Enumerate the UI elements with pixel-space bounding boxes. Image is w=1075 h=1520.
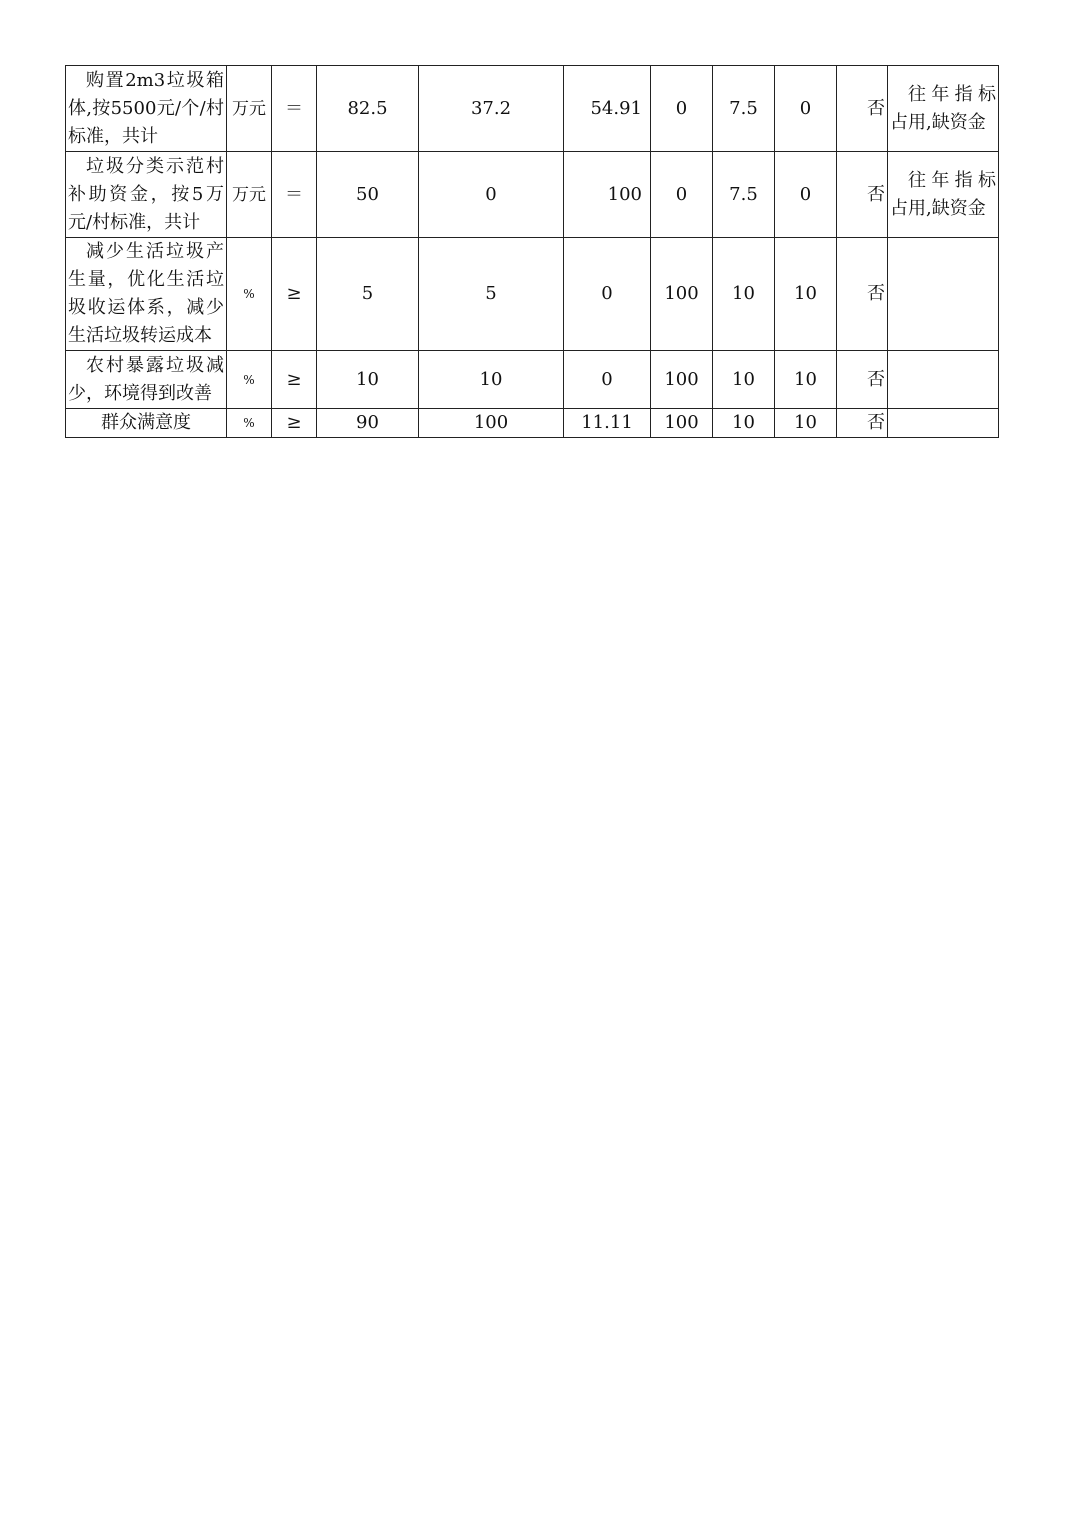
performance-indicator-table [65,65,999,438]
remark-cell [888,238,999,351]
score-value: 0 [775,66,837,152]
weight-value: 10 [713,409,775,438]
indicator-description: 群众满意度 [66,409,227,438]
score-value: 10 [775,409,837,438]
unit-cell: 万元 [227,152,272,238]
table-row [66,351,999,409]
score-percent: 100 [651,351,713,409]
deviation-value: 0 [564,238,651,351]
operator-cell: ＝ [272,152,317,238]
target-value: 10 [317,351,419,409]
flag-cell: 否 [837,351,888,409]
weight-value: 7.5 [713,66,775,152]
score-percent: 0 [651,66,713,152]
weight-value: 10 [713,351,775,409]
target-value: 82.5 [317,66,419,152]
table-row [66,152,999,238]
indicator-description: 垃圾分类示范村补助资金，按5万元/村标准，共计 [66,152,227,238]
indicator-description: 购置2m3垃圾箱体,按5500元/个/村标准，共计 [66,66,227,152]
unit-cell: 万元 [227,66,272,152]
deviation-value: 54.91 [564,66,651,152]
actual-value: 0 [419,152,564,238]
weight-value: 7.5 [713,152,775,238]
indicator-description: 农村暴露垃圾减少，环境得到改善 [66,351,227,409]
remark-cell: 往年指标占用,缺资金 [888,66,999,152]
score-value: 0 [775,152,837,238]
remark-cell [888,351,999,409]
table-row [66,238,999,351]
remark-cell: 往年指标占用,缺资金 [888,152,999,238]
actual-value: 5 [419,238,564,351]
unit-cell: % [227,238,272,351]
score-percent: 100 [651,238,713,351]
operator-cell: ＝ [272,66,317,152]
deviation-value: 0 [564,351,651,409]
flag-cell: 否 [837,409,888,438]
score-value: 10 [775,238,837,351]
indicator-description: 减少生活垃圾产生量，优化生活垃圾收运体系，减少生活垃圾转运成本 [66,238,227,351]
operator-cell: ≥ [272,409,317,438]
table-row [66,66,999,152]
target-value: 50 [317,152,419,238]
actual-value: 37.2 [419,66,564,152]
deviation-value: 11.11 [564,409,651,438]
operator-cell: ≥ [272,351,317,409]
flag-cell: 否 [837,238,888,351]
score-percent: 0 [651,152,713,238]
unit-cell: % [227,409,272,438]
flag-cell: 否 [837,66,888,152]
actual-value: 10 [419,351,564,409]
target-value: 5 [317,238,419,351]
actual-value: 100 [419,409,564,438]
score-value: 10 [775,351,837,409]
remark-cell [888,409,999,438]
flag-cell: 否 [837,152,888,238]
score-percent: 100 [651,409,713,438]
unit-cell: % [227,351,272,409]
deviation-value: 100 [564,152,651,238]
operator-cell: ≥ [272,238,317,351]
target-value: 90 [317,409,419,438]
weight-value: 10 [713,238,775,351]
table-row [66,409,999,438]
